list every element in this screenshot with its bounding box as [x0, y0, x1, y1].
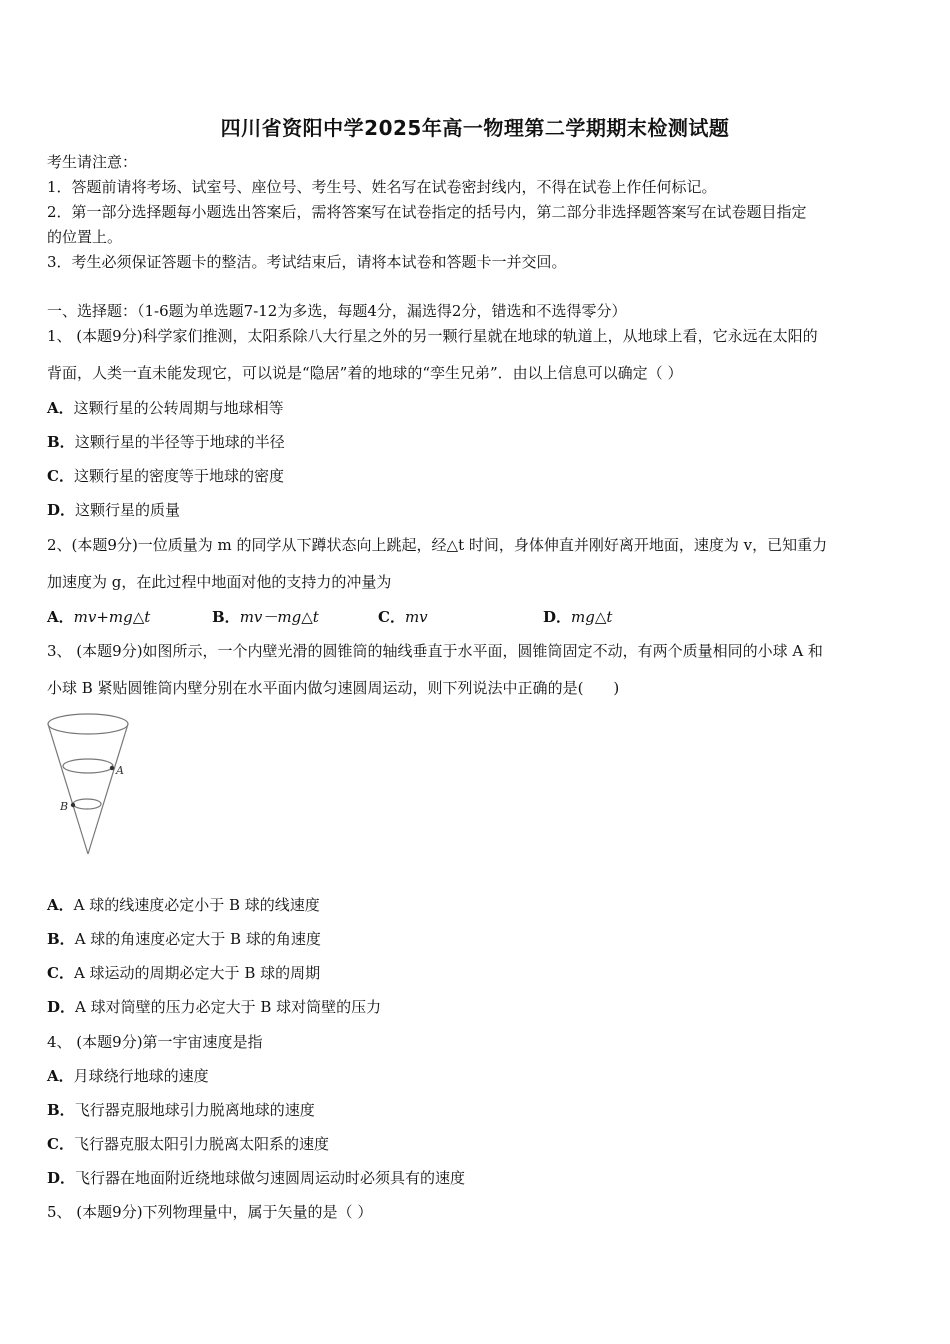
q4-option-b — [47, 1100, 315, 1120]
cone-right-edge — [88, 724, 128, 854]
option-key: B． — [47, 930, 75, 948]
orbit-b — [73, 799, 101, 809]
option-text: 这颗行星的半径等于地球的半径 — [74, 433, 285, 451]
label-a: A — [116, 764, 124, 777]
q1-option-b — [47, 432, 285, 452]
option-key: D． — [543, 608, 572, 626]
option-key: A． — [47, 1067, 74, 1085]
option-key: B． — [47, 433, 75, 451]
notice-item-1: 1．答题前请将考场、试室号、座位号、考生号、姓名写在试卷密封线内，不得在试卷上作任何标记。 — [47, 178, 717, 196]
q3-option-b — [47, 929, 321, 949]
option-key: B． — [212, 608, 240, 626]
option-text: mv+mg△t — [73, 608, 151, 626]
cone-left-edge — [48, 724, 88, 854]
option-text: mg△t — [571, 608, 613, 626]
option-key: B． — [47, 1101, 75, 1119]
q1-option-d — [47, 500, 180, 520]
option-text: 月球绕行地球的速度 — [73, 1067, 209, 1085]
q1-stem-line1: 1、 (本题9分)科学家们推测，太阳系除八大行星之外的另一颗行星就在地球的轨道上，从地球上看，它永远在太阳的 — [47, 327, 818, 345]
notice-item-2: 2．第一部分选择题每小题选出答案后，需将答案写在试卷指定的括号内，第二部分非选择题答案写在试卷题目指定 — [47, 203, 807, 221]
option-text: A 球的角速度必定大于 B 球的角速度 — [74, 930, 321, 948]
option-text: A 球对筒壁的压力必定大于 B 球对筒壁的压力 — [75, 998, 382, 1016]
q2-option-a — [47, 607, 150, 627]
notice-heading: 考生请注意： — [47, 153, 138, 171]
q2-option-b — [212, 607, 319, 627]
orbit-a — [63, 759, 113, 773]
q2-stem-line2: 加速度为 g，在此过程中地面对他的支持力的冲量为 — [47, 573, 392, 591]
ball-b — [71, 803, 75, 807]
option-key: D． — [47, 998, 76, 1016]
q3-option-d — [47, 997, 381, 1017]
q3-option-a — [47, 895, 320, 915]
option-text: 飞行器在地面附近绕地球做匀速圆周运动时必须具有的速度 — [75, 1169, 466, 1187]
option-key: C． — [47, 964, 74, 982]
option-text: mv－mg△t — [239, 608, 319, 626]
option-key: D． — [47, 1169, 76, 1187]
option-key: A． — [47, 399, 74, 417]
q4-option-d — [47, 1168, 465, 1188]
option-key: A． — [47, 608, 74, 626]
q3-stem-line2: 小球 B 紧贴圆锥筒内壁分别在水平面内做匀速圆周运动，则下列说法中正确的是( ) — [47, 679, 620, 697]
notice-item-3: 3．考生必须保证答题卡的整洁。考试结束后，请将本试卷和答题卡一并交回。 — [47, 253, 567, 271]
option-key: C． — [47, 1135, 74, 1153]
option-text: A 球运动的周期必定大于 B 球的周期 — [73, 964, 321, 982]
option-text: 飞行器克服地球引力脱离地球的速度 — [74, 1101, 315, 1119]
q4-stem: 4、 (本题9分)第一宇宙速度是指 — [47, 1033, 263, 1051]
option-text: mv — [404, 608, 428, 626]
q1-option-a — [47, 398, 284, 418]
q2-option-c — [378, 607, 428, 627]
q4-option-a — [47, 1066, 209, 1086]
option-key: A． — [47, 896, 74, 914]
cone-rim — [48, 714, 128, 734]
q3-stem-line1: 3、 (本题9分)如图所示，一个内壁光滑的圆锥筒的轴线垂直于水平面，圆锥筒固定不动，有两个质量相同的小球 A 和 — [47, 642, 823, 660]
option-text: 这颗行星的质量 — [75, 501, 181, 519]
q5-stem: 5、 (本题9分)下列物理量中，属于矢量的是（ ） — [47, 1203, 373, 1221]
ball-a — [110, 766, 114, 770]
label-b: B — [60, 800, 69, 813]
notice-item-2-cont: 的位置上。 — [47, 228, 123, 246]
q2-option-d — [543, 607, 612, 627]
option-text: 这颗行星的公转周期与地球相等 — [73, 399, 284, 417]
q1-stem-line2: 背面，人类一直未能发现它，可以说是“隐居”着的地球的“孪生兄弟”．由以上信息可以确定（ ） — [47, 364, 683, 382]
q4-option-c — [47, 1134, 329, 1154]
q3-option-c — [47, 963, 320, 983]
option-key: C． — [47, 467, 74, 485]
page-title: 四川省资阳中学2025年高一物理第二学期期末检测试题 — [220, 116, 730, 140]
cone-figure — [44, 708, 134, 858]
section-heading: 一、选择题：（1-6题为单选题7-12为多选，每题4分，漏选得2分，错选和不选得零分） — [47, 302, 627, 320]
option-text: 这颗行星的密度等于地球的密度 — [73, 467, 284, 485]
option-key: C． — [378, 608, 405, 626]
q1-option-c — [47, 466, 284, 486]
option-text: A 球的线速度必定小于 B 球的线速度 — [73, 896, 320, 914]
q2-stem-line1: 2、(本题9分)一位质量为 m 的同学从下蹲状态向上跳起，经△t 时间，身体伸直并刚好离开地面，速度为 v，已知重力 — [47, 536, 828, 554]
option-text: 飞行器克服太阳引力脱离太阳系的速度 — [73, 1135, 329, 1153]
option-key: D． — [47, 501, 76, 519]
